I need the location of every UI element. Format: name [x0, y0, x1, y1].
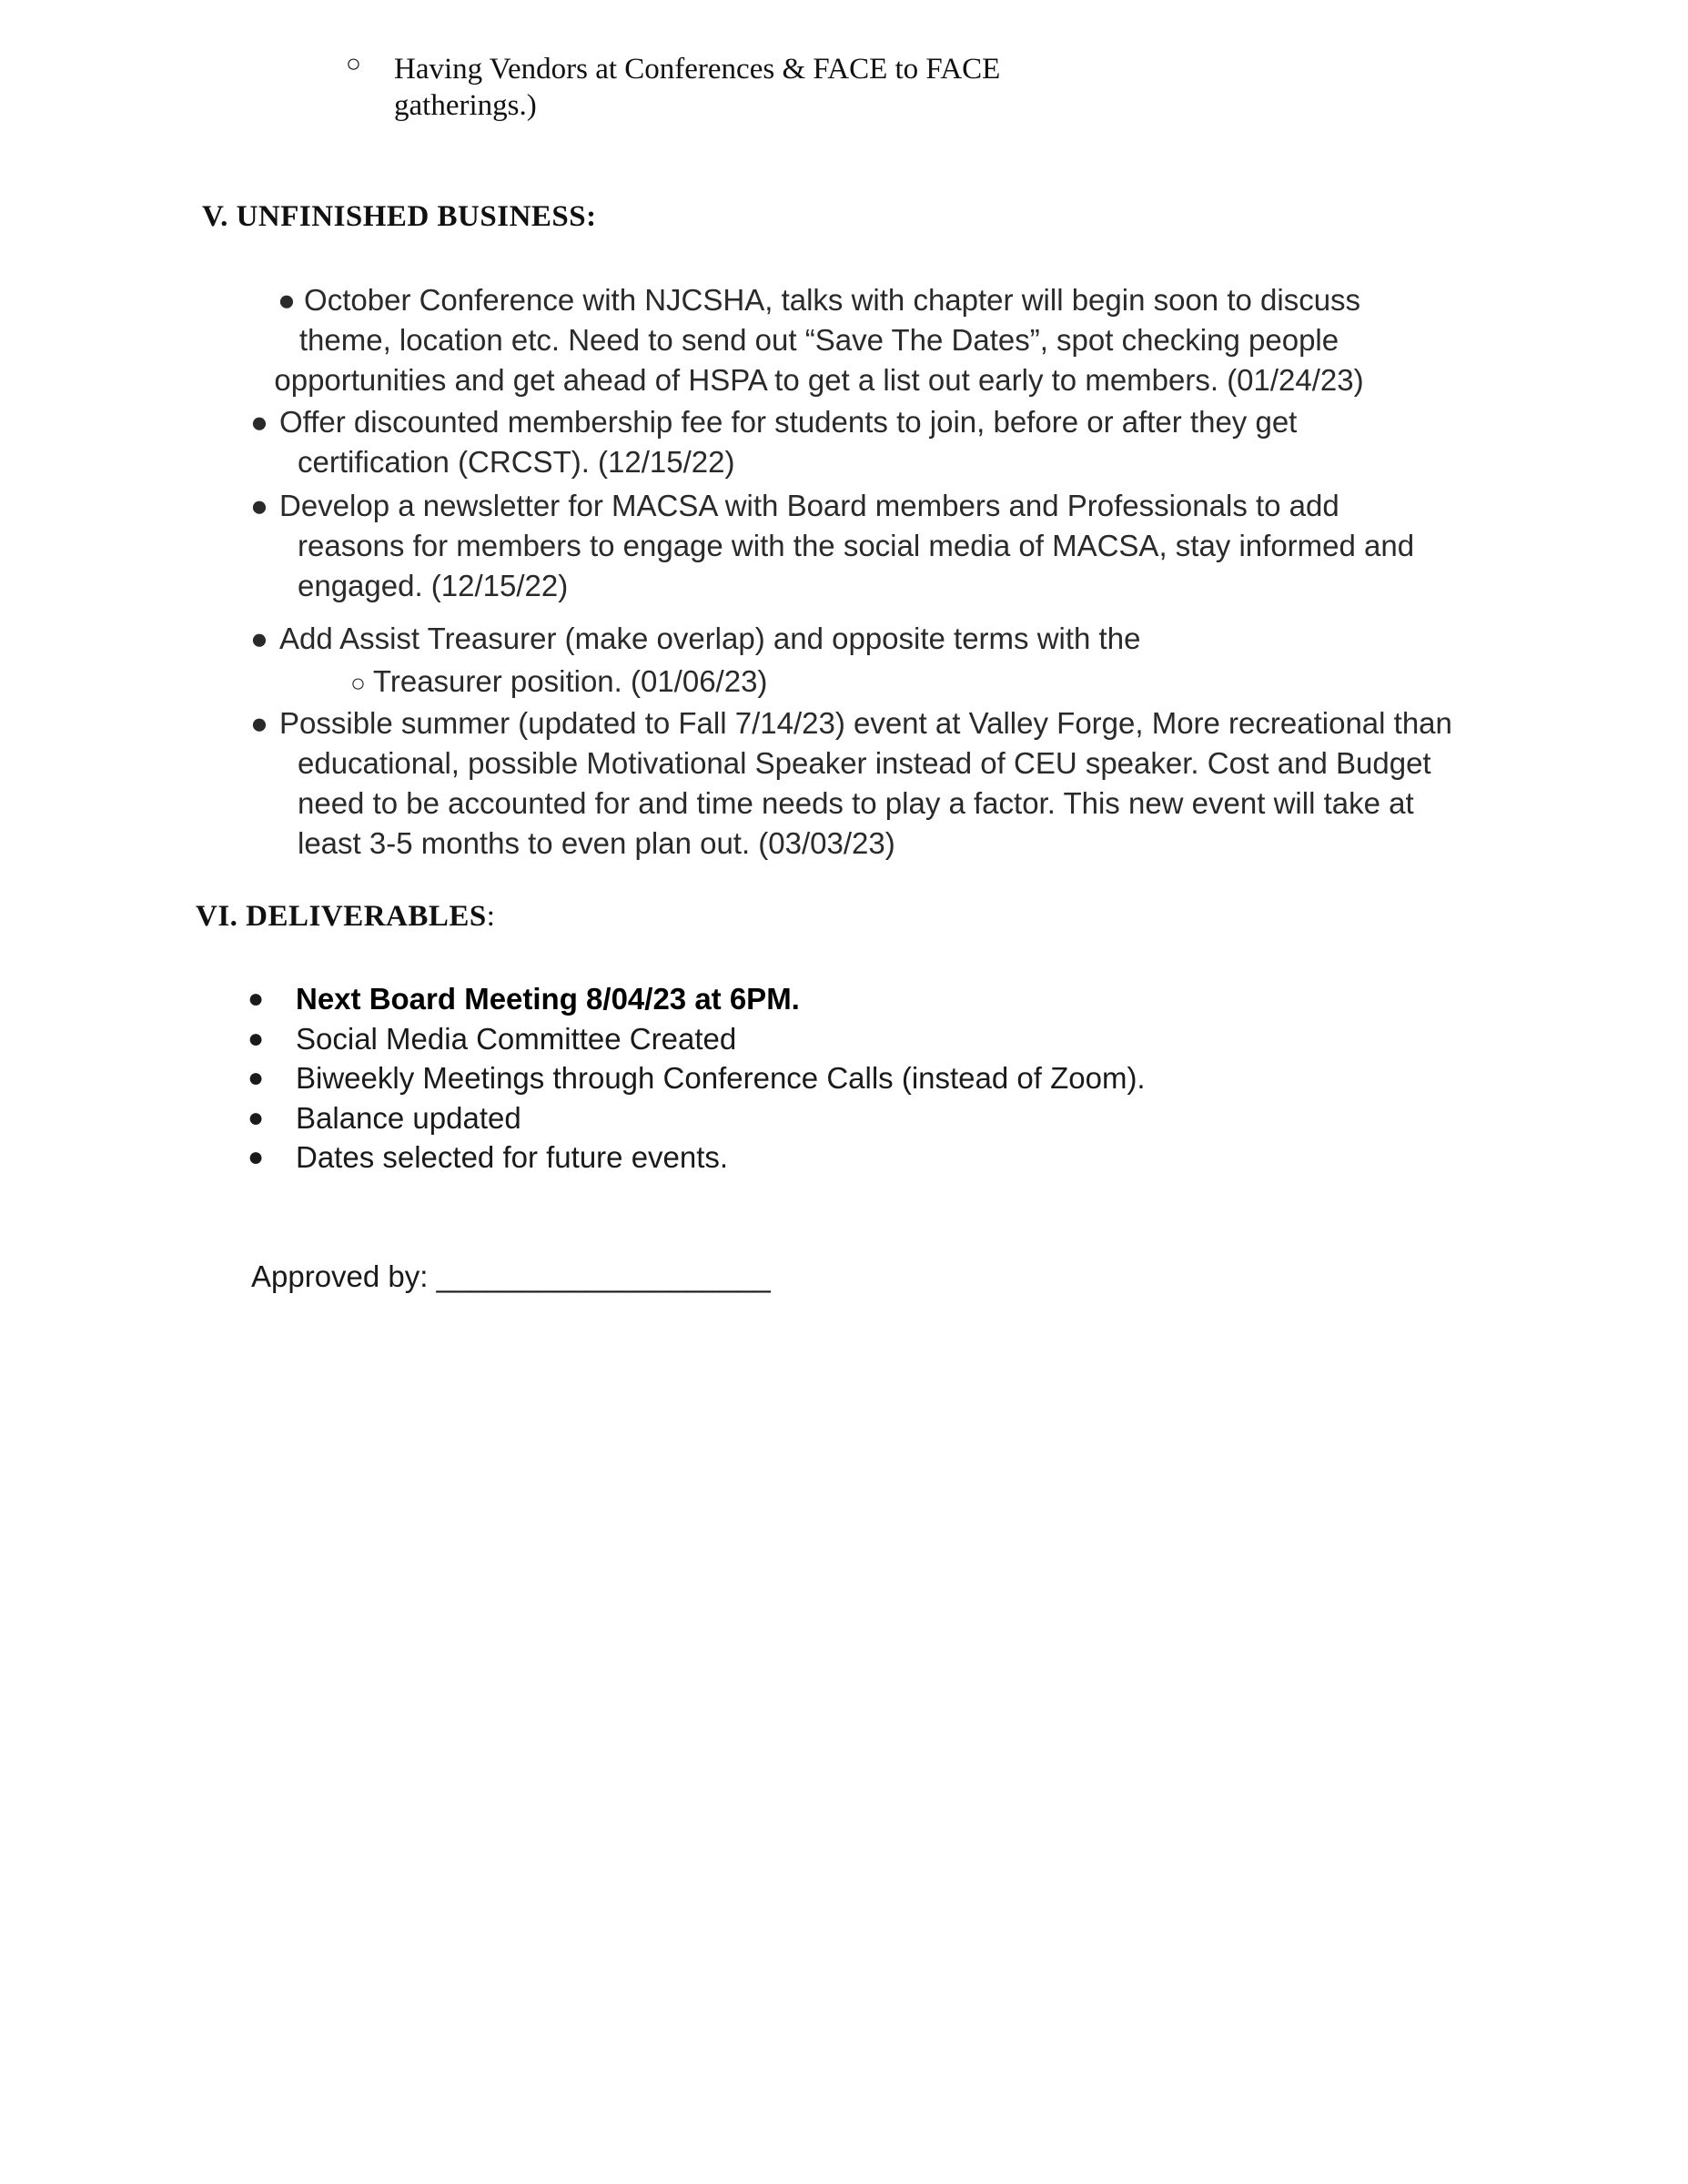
unfinished-item-assist-treasurer	[250, 619, 1524, 659]
list-item-line: reasons for members to engage with the social media of MACSA, stay informed and	[298, 529, 1415, 562]
deliverable-dates-selected: Dates selected for future events.	[296, 1140, 729, 1174]
unfinished-item-valley-forge-event	[250, 703, 1524, 864]
bullet-icon: ●	[277, 283, 296, 317]
bullet-icon: ●	[250, 405, 268, 439]
bullet-icon: ●	[250, 706, 268, 740]
list-item-line: certification (CRCST). (12/15/22)	[298, 445, 735, 479]
bullet-icon: ●	[248, 1103, 265, 1133]
bullet-icon: ●	[250, 622, 268, 655]
deliverable-balance-updated: Balance updated	[296, 1101, 521, 1135]
list-item-line: theme, location etc. Need to send out “Save The Dates”, spot checking people	[298, 323, 1339, 357]
unfinished-subitem-treasurer-position	[350, 662, 767, 703]
section-heading-deliverables: VI. DELIVERABLES:	[196, 900, 496, 933]
bullet-icon: ●	[248, 984, 265, 1014]
unfinished-item-newsletter	[250, 486, 1524, 606]
list-item-line: Develop a newsletter for MACSA with Board members and Professionals to add	[279, 489, 1339, 522]
deliverable-social-media-committee: Social Media Committee Created	[296, 1022, 737, 1056]
list-item-line: Add Assist Treasurer (make overlap) and opposite terms with the	[279, 622, 1141, 655]
list-item-line: least 3-5 months to even plan out. (03/03/23)	[298, 826, 895, 860]
list-item-line: ● October Conference with NJCSHA, talks with chapter will begin soon to discuss	[277, 283, 1361, 317]
bullet-icon: ●	[248, 1063, 265, 1093]
bullet-icon: ●	[248, 1024, 265, 1054]
list-item-line: opportunities and get ahead of HSPA to get a list out early to members. (01/24/23)	[274, 363, 1364, 397]
deliverable-next-board-meeting: Next Board Meeting 8/04/23 at 6PM.	[296, 982, 800, 1016]
unfinished-item-discounted-membership	[250, 402, 1524, 482]
list-item-line: engaged. (12/15/22)	[298, 569, 569, 602]
carryover-item-text: Having Vendors at Conferences & FACE to FACE gatherings.)	[394, 53, 1001, 122]
list-item-line: Possible summer (updated to Fall 7/14/23) event at Valley Forge, More recreational than	[279, 706, 1452, 740]
list-item-line: need to be accounted for and time needs to play a factor. This new event will take at	[298, 786, 1414, 820]
list-item-line: Treasurer position. (01/06/23)	[372, 664, 768, 698]
unfinished-item-october-conference	[255, 280, 1383, 400]
sub-bullet-icon: ○	[346, 49, 361, 77]
section-heading-unfinished-business: V. UNFINISHED BUSINESS:	[202, 200, 597, 233]
approved-by-signature-line: Approved by: ____________________	[251, 1259, 771, 1293]
bullet-icon: ●	[248, 1142, 265, 1172]
bullet-icon: ●	[250, 489, 268, 522]
deliverable-biweekly-meetings: Biweekly Meetings through Conference Calls (instead of Zoom).	[296, 1061, 1146, 1095]
sub-bullet-icon: ○	[350, 669, 366, 697]
list-item-line: educational, possible Motivational Speaker instead of CEU speaker. Cost and Budget	[298, 746, 1431, 780]
list-item-line: Offer discounted membership fee for students to join, before or after they get	[279, 405, 1298, 439]
